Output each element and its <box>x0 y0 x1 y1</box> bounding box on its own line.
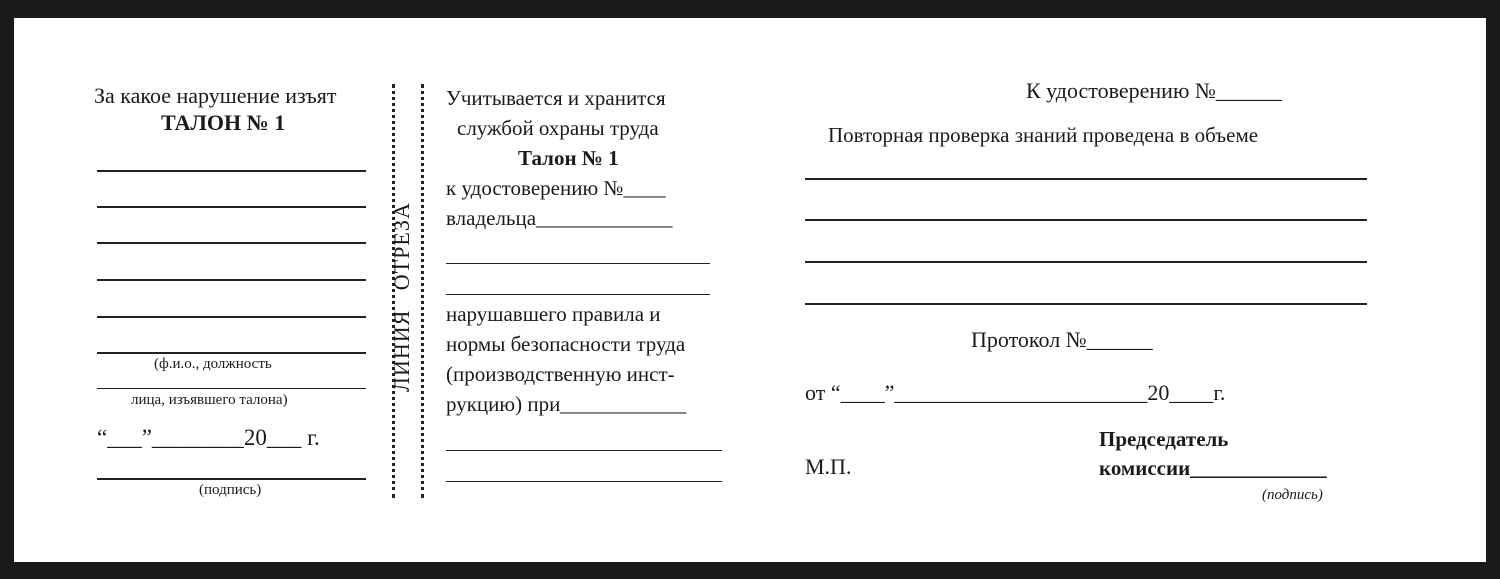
right-line-4 <box>805 303 1367 305</box>
right-stamp: М.П. <box>805 454 852 479</box>
stub-line-2 <box>97 206 366 208</box>
middle-line-2: службой охраны труда <box>457 116 659 140</box>
stub-heading: За какое нарушение изъят <box>94 83 337 108</box>
right-chairman-line-1: Председатель <box>1099 427 1229 451</box>
stub-title: ТАЛОН № 1 <box>161 110 286 135</box>
middle-violation-1: нарушавшего правила и <box>446 302 661 326</box>
middle-title: Талон № 1 <box>518 146 619 170</box>
talon-form <box>14 18 1486 562</box>
middle-line-d <box>446 481 722 482</box>
stub-line-7 <box>97 388 366 389</box>
middle-line-a <box>446 263 710 264</box>
middle-line-c <box>446 450 722 451</box>
right-from-date: от “____”_______________________20____г. <box>805 380 1226 405</box>
stub-line-3 <box>97 242 366 244</box>
right-recheck: Повторная проверка знаний проведена в объеме <box>828 123 1259 147</box>
stub-caption-signature: (подпись) <box>199 482 262 498</box>
stub-line-4 <box>97 279 366 281</box>
stub-line-6 <box>97 352 366 354</box>
stub-line-1 <box>97 170 366 172</box>
cut-line-label: ЛИНИЯ ОТРЕЗА <box>389 202 414 392</box>
middle-certificate: к удостоверению №____ <box>446 176 666 200</box>
middle-owner: владельца_____________ <box>446 206 673 230</box>
right-line-3 <box>805 261 1367 263</box>
stub-signature-line <box>97 478 366 480</box>
right-certificate: К удостоверению №______ <box>1026 78 1282 103</box>
stub-caption-person: лица, изъявшего талона) <box>131 392 288 408</box>
right-signature-caption: (подпись) <box>1262 487 1323 503</box>
right-protocol: Протокол №______ <box>971 327 1153 352</box>
middle-violation-4: рукцию) при____________ <box>446 392 687 416</box>
stub-line-5 <box>97 316 366 318</box>
middle-violation-3: (производственную инст- <box>446 362 675 386</box>
right-chairman-line-2: комиссии_____________ <box>1099 456 1327 480</box>
middle-violation-2: нормы безопасности труда <box>446 332 686 356</box>
middle-line-b <box>446 294 710 295</box>
middle-line-1: Учитывается и хранится <box>446 86 666 110</box>
right-line-1 <box>805 178 1367 180</box>
stub-caption-name: (ф.и.о., должность <box>154 356 272 372</box>
right-line-2 <box>805 219 1367 221</box>
cut-dotted-line-right <box>421 84 424 498</box>
stub-date-line: “___”________20___ г. <box>97 425 320 450</box>
